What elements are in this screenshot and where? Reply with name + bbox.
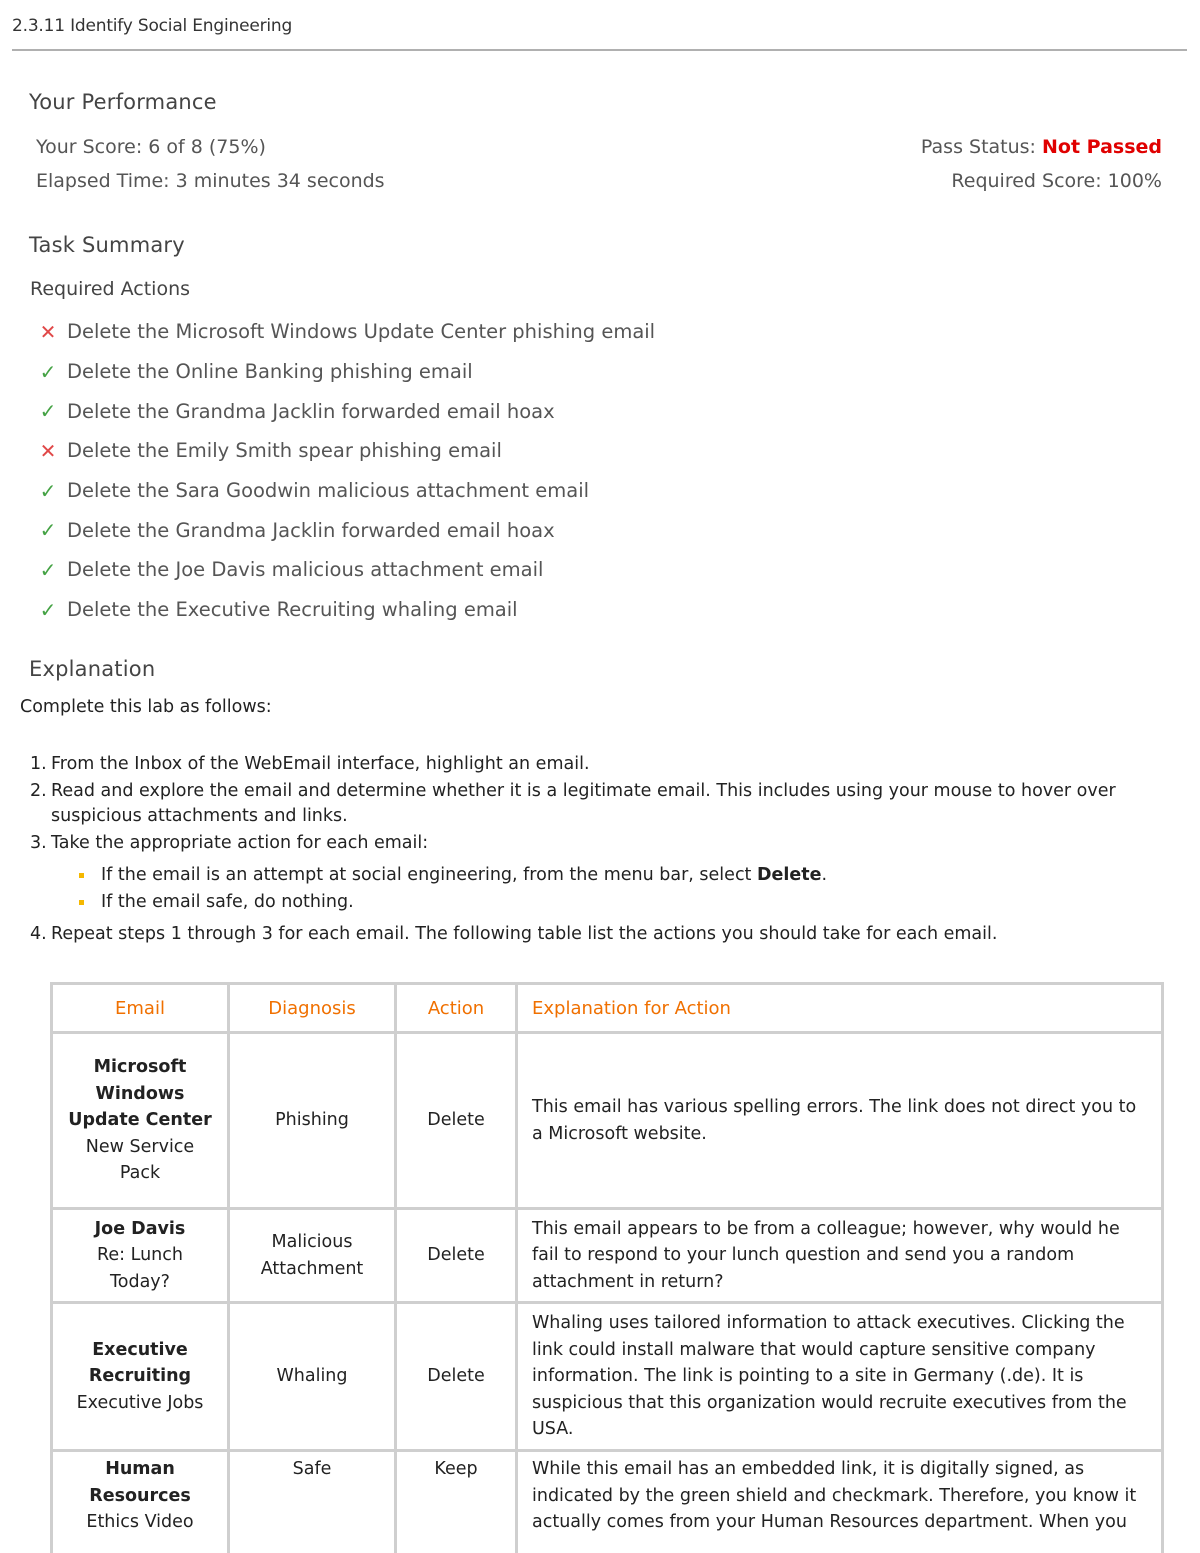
pass-status-value: Not Passed	[1042, 136, 1162, 158]
required-score-line	[951, 170, 1162, 192]
email-subject: Executive Jobs	[76, 1392, 204, 1413]
step-2: 2. Read and explore the email and determine whether it is a legitimate email. This includes using your mouse to hover over suspicious attachments and links.	[30, 781, 1116, 826]
step-text: From the Inbox of the WebEmail interface, highlight an email.	[51, 754, 590, 774]
email-sender: Joe Davis	[94, 1218, 186, 1239]
required-actions-list	[36, 312, 655, 630]
check-mark-icon: ✓	[39, 478, 57, 503]
elapsed-time-line	[36, 170, 385, 192]
bullet-icon	[79, 900, 84, 905]
title-divider	[12, 49, 1187, 51]
action-cell: Delete	[396, 1033, 517, 1209]
elapsed-time-value: 3 minutes 34 seconds	[175, 170, 385, 192]
column-header-email: Email	[52, 984, 229, 1033]
step-3-sublist	[51, 862, 1150, 916]
required-actions-heading: Required Actions	[30, 278, 191, 300]
email-cell	[52, 1033, 229, 1209]
action-text: Delete the Online Banking phishing email	[67, 360, 473, 384]
column-header-diagnosis: Diagnosis	[229, 984, 396, 1033]
step-1: 1. From the Inbox of the WebEmail interface, highlight an email.	[30, 754, 590, 774]
table-row	[52, 1451, 1163, 1553]
list-item	[36, 550, 655, 590]
check-mark-icon: ✓	[39, 359, 57, 384]
list-item	[36, 510, 655, 550]
table-header-row	[52, 984, 1163, 1033]
steps-list	[30, 752, 1150, 947]
explanation-cell: Whaling uses tailored information to attack executives. Clicking the link could install malware that would capture sensitive company information. The link is pointing to a site in Germany (.de). It is suspicious that this organization would recruite executives from the USA.	[517, 1303, 1163, 1451]
email-cell	[52, 1209, 229, 1303]
diagnosis-cell: Phishing	[229, 1033, 396, 1209]
check-mark-icon: ✓	[39, 597, 57, 622]
score-line	[36, 136, 266, 158]
step-4: 4. Repeat steps 1 through 3 for each email. The following table list the actions you should take for each email.	[30, 924, 998, 944]
step-text: Read and explore the email and determine whether it is a legitimate email. This includes using your mouse to hover over suspicious attachments and links.	[51, 781, 1116, 826]
email-sender: Microsoft Windows Update Center	[68, 1057, 212, 1131]
email-subject: New Service Pack	[85, 1136, 195, 1184]
score-label: Your Score:	[36, 136, 143, 158]
list-item	[36, 590, 655, 630]
email-actions-table	[50, 982, 1164, 1553]
action-text: Delete the Emily Smith spear phishing email	[67, 439, 502, 463]
action-cell: Delete	[396, 1209, 517, 1303]
list-item	[36, 312, 655, 352]
table-row	[52, 1209, 1163, 1303]
diagnosis-cell: Safe	[229, 1451, 396, 1553]
list-item	[36, 471, 655, 511]
delete-keyword: Delete	[757, 865, 822, 885]
action-cell: Delete	[396, 1303, 517, 1451]
required-score-value: 100%	[1107, 170, 1162, 192]
table-row	[52, 1033, 1163, 1209]
email-cell	[52, 1303, 229, 1451]
list-item	[36, 352, 655, 392]
email-sender: Human Resources	[89, 1459, 191, 1506]
list-item	[36, 391, 655, 431]
action-text: Delete the Grandma Jacklin forwarded email hoax	[67, 399, 555, 423]
x-mark-icon: ✕	[39, 438, 57, 463]
action-text: Delete the Executive Recruiting whaling email	[67, 598, 518, 622]
step-text: Repeat steps 1 through 3 for each email. The following table list the actions you should take for each email.	[51, 924, 998, 944]
action-text: Delete the Grandma Jacklin forwarded email hoax	[67, 518, 555, 542]
list-item	[36, 431, 655, 471]
pass-status-line	[921, 136, 1162, 158]
email-subject: Ethics Video	[86, 1512, 194, 1532]
explanation-intro: Complete this lab as follows:	[20, 697, 272, 717]
check-mark-icon: ✓	[39, 399, 57, 424]
action-text: Delete the Joe Davis malicious attachment email	[67, 558, 544, 582]
x-mark-icon: ✕	[39, 319, 57, 344]
action-text: Delete the Sara Goodwin malicious attachment email	[67, 479, 590, 503]
sub-step-delete: If the email is an attempt at social engineering, from the menu bar, select Delete.	[51, 862, 1150, 889]
required-score-label: Required Score:	[951, 170, 1102, 192]
column-header-explanation: Explanation for Action	[517, 984, 1163, 1033]
explanation-cell: This email appears to be from a colleague; however, why would he fail to respond to your lunch question and send you a random attachment in return?	[517, 1209, 1163, 1303]
sub-step-safe: If the email safe, do nothing.	[51, 889, 1150, 916]
explanation-cell: This email has various spelling errors. The link does not direct you to a Microsoft website.	[517, 1033, 1163, 1209]
score-value: 6 of 8 (75%)	[148, 136, 266, 158]
diagnosis-cell: Malicious Attachment	[229, 1209, 396, 1303]
step-text: Take the appropriate action for each email:	[51, 833, 429, 853]
column-header-action: Action	[396, 984, 517, 1033]
table-row	[52, 1303, 1163, 1451]
check-mark-icon: ✓	[39, 518, 57, 543]
email-subject: Re: Lunch Today?	[97, 1245, 183, 1292]
diagnosis-cell: Whaling	[229, 1303, 396, 1451]
explanation-cell: While this email has an embedded link, it is digitally signed, as indicated by the green shield and checkmark. Therefore, you know it actually comes from your Human Resources department. When you	[517, 1451, 1163, 1553]
explanation-heading: Explanation	[29, 657, 156, 681]
page-title: 2.3.11 Identify Social Engineering	[12, 16, 293, 36]
email-cell	[52, 1451, 229, 1553]
action-cell: Keep	[396, 1451, 517, 1553]
email-sender: Executive Recruiting	[88, 1339, 192, 1387]
action-text: Delete the Microsoft Windows Update Center phishing email	[67, 320, 656, 344]
task-summary-heading: Task Summary	[29, 233, 185, 257]
pass-status-label: Pass Status:	[920, 136, 1036, 158]
elapsed-time-label: Elapsed Time:	[36, 170, 170, 192]
check-mark-icon: ✓	[39, 557, 57, 582]
bullet-icon	[79, 873, 84, 878]
performance-heading: Your Performance	[29, 90, 217, 114]
step-3: 3. Take the appropriate action for each email: If the email is an attempt at social engineering, from the menu bar, select Delete. If the email safe, do nothing.	[30, 831, 1150, 916]
